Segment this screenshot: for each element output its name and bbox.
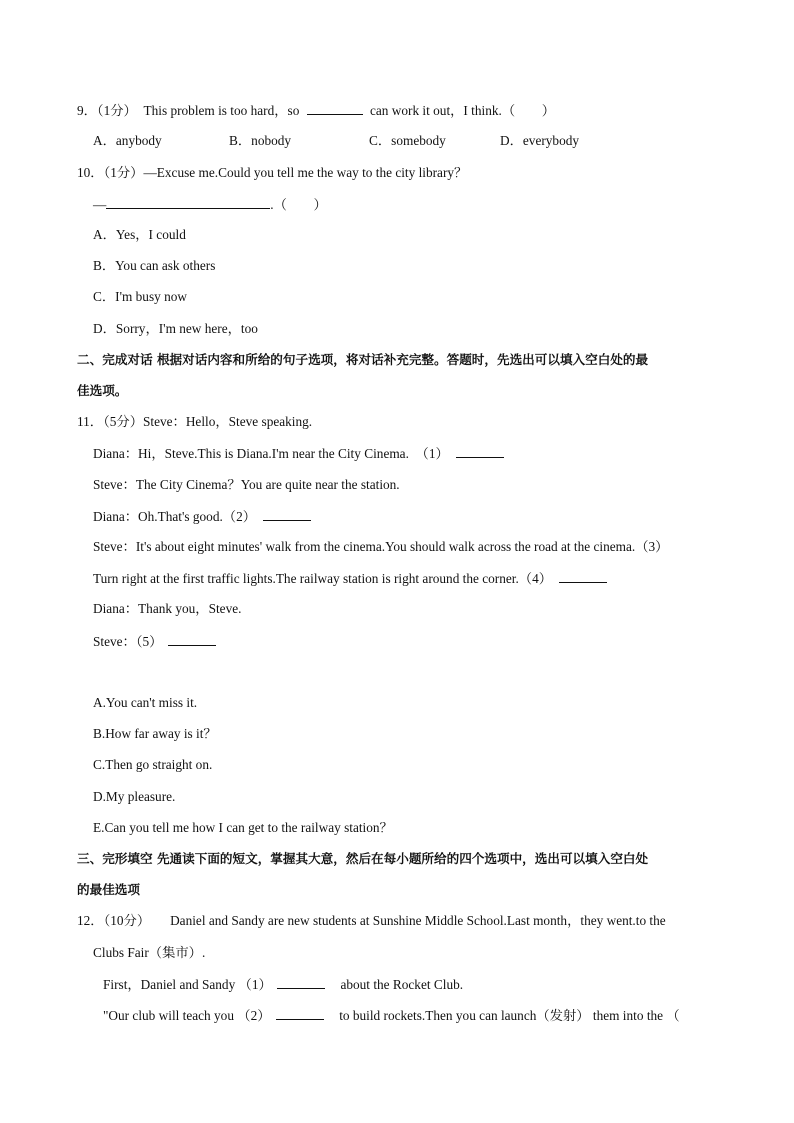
q11-line-6-text: Turn right at the first traffic lights.The railway station is right around the corner.（4） — [93, 571, 553, 586]
q11-line-4-text: Diana：Oh.That's good.（2） — [93, 509, 257, 524]
q11-choice-a[interactable]: A.You can't miss it. — [93, 695, 198, 710]
q11-line-7: Diana：Thank you，Steve. — [93, 601, 242, 616]
q11-blank-4[interactable] — [559, 570, 607, 583]
section3-heading-line2: 的最佳选项 — [77, 882, 140, 897]
q12-line-3-end: about the Rocket Club. — [340, 977, 464, 992]
q10-option-c[interactable]: C．I'm busy now — [93, 289, 188, 304]
q9-option-b[interactable]: B．nobody — [229, 133, 292, 148]
q12-line-4 — [103, 1007, 680, 1024]
q10-tail: .（ ） — [270, 197, 327, 212]
q9-answer-blank[interactable] — [307, 102, 363, 115]
q12-blank-2[interactable] — [276, 1007, 324, 1020]
q11-blank-5[interactable] — [168, 633, 216, 646]
q11-line-2 — [93, 445, 504, 462]
q11-line-4 — [93, 508, 311, 525]
q9-stem-text: 9．（1分） This problem is too hard，so — [77, 103, 300, 118]
q9-option-a[interactable]: A．anybody — [93, 133, 162, 148]
q10-option-b[interactable]: B．You can ask others — [93, 258, 216, 273]
q12-line-3 — [103, 976, 463, 993]
q11-line-8 — [93, 633, 216, 650]
q12-line-4-end: to build rockets.Then you can launch（发射） them into the （ — [339, 1008, 680, 1023]
q11-line-6 — [93, 570, 607, 587]
q10-answer-line — [93, 196, 327, 213]
q10-answer-blank[interactable] — [106, 196, 270, 209]
q11-choice-d[interactable]: D.My pleasure. — [93, 789, 176, 804]
q12-blank-1[interactable] — [277, 976, 325, 989]
q12-line-2: Clubs Fair（集市）. — [93, 945, 206, 960]
q9-option-d[interactable]: D．everybody — [500, 133, 580, 148]
q10-dash: — — [93, 197, 107, 212]
q10-option-a[interactable]: A．Yes，I could — [93, 227, 186, 242]
q11-line-1: 11．（5分）Steve：Hello，Steve speaking. — [77, 414, 313, 429]
q11-choice-b[interactable]: B.How far away is it？ — [93, 726, 217, 741]
q12-line-4-start: "Our club will teach you （2） — [103, 1008, 271, 1023]
q11-choice-c[interactable]: C.Then go straight on. — [93, 757, 213, 772]
q9-stem — [77, 102, 555, 119]
q11-line-2-text: Diana：Hi，Steve.This is Diana.I'm near the City Cinema. （1） — [93, 446, 449, 461]
q11-choice-e[interactable]: E.Can you tell me how I can get to the railway station？ — [93, 820, 393, 835]
section2-heading-line1: 二、完成对话 根据对话内容和所给的句子选项，将对话补充完整。答题时，先选出可以填入空白处的最 — [77, 352, 649, 367]
q11-line-5: Steve：It's about eight minutes' walk from the cinema.You should walk across the road at the cinema.（3） — [93, 539, 669, 554]
section3-heading-line1: 三、完形填空 先通读下面的短文，掌握其大意，然后在每小题所给的四个选项中，选出可以填入空白处 — [77, 851, 649, 866]
q9-option-c[interactable]: C．somebody — [369, 133, 446, 148]
section2-heading-line2: 佳选项。 — [77, 383, 128, 398]
q11-line-3: Steve：The City Cinema？You are quite near the station. — [93, 477, 400, 492]
q10-stem: 10．（1分）—Excuse me.Could you tell me the way to the city library？ — [77, 165, 468, 180]
q9-stem-tail: can work it out，I think.（ ） — [370, 103, 556, 118]
q12-line-1: 12．（10分） Daniel and Sandy are new students at Sunshine Middle School.Last month，they went.to the — [77, 913, 666, 928]
q10-option-d[interactable]: D．Sorry，I'm new here，too — [93, 321, 258, 336]
q12-line-3-start: First，Daniel and Sandy （1） — [103, 977, 272, 992]
q11-line-8-text: Steve：（5） — [93, 634, 163, 649]
q11-blank-2[interactable] — [263, 508, 311, 521]
q11-blank-1[interactable] — [456, 445, 504, 458]
